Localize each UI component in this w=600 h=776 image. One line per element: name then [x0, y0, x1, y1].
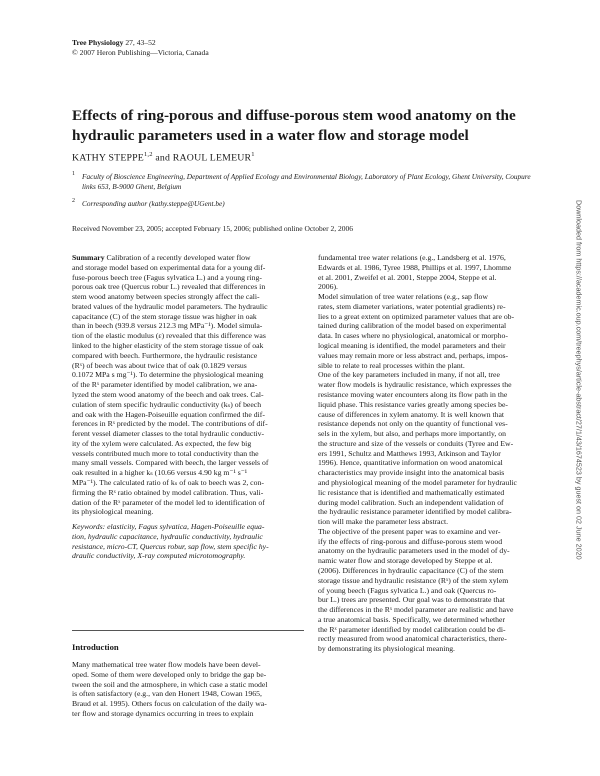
summary-line: ferent vessel diameter classes to the total hydraulic conductiv- [72, 429, 265, 439]
body-line: data. In cases where no physiological, anatomical or morpho- [318, 331, 508, 341]
author-1: KATHY STEPPE [72, 152, 144, 164]
body-line: lies to a great extent on optimized parameter values that are ob- [318, 311, 515, 321]
introduction-line: tween the soil and the atmosphere, in which case a static model [72, 679, 268, 689]
body-line: rectly measured from wood anatomical characteristics, there- [318, 634, 507, 644]
introduction-line: ter flow and storage dynamics occurring in trees to explain [72, 708, 254, 718]
summary-line: lyzed the stem wood anatomy of the beech and oak trees. Cal- [72, 389, 264, 399]
summary-label: Summary [72, 253, 105, 262]
body-line: water flow models is hydraulic resistance, which expresses the [318, 380, 512, 390]
received-dates: Received November 23, 2005; accepted February 15, 2006; published online October 2, 2006 [72, 224, 353, 233]
summary-line: 0.1072 MPa s mg⁻¹). To determine the physiological meaning [72, 370, 264, 380]
journal-header [72, 38, 209, 58]
body-line: (2006). Differences in hydraulic capacitance (C) of the stem [318, 566, 504, 575]
body-line: the hydraulic resistance parameter identified by model calibra- [318, 507, 512, 517]
summary-line: dation of the Rˣ parameter of the model led to identification of [72, 497, 265, 507]
body-line: One of the key parameters included in many, if not all, tree [318, 370, 500, 380]
body-line: a true anatomical basis. Specifically, we determined whether [318, 614, 506, 624]
author-1-affil: 1,2 [143, 151, 153, 158]
summary-line: many small vessels. Compared with beech, the larger vessels of [72, 458, 269, 468]
body-line: fundamental tree water relations (e.g., Landsberg et al. 1976, [318, 253, 506, 262]
affiliation-1 [72, 172, 542, 191]
body-line: sible to relate to real processes within the plant. [318, 360, 465, 370]
summary-line: oak resulted in a higher kₛ (10.66 versus 4.90 kg m⁻¹ s⁻¹ [72, 468, 248, 478]
body-line: ify the effects of ring-porous and diffuse-porous stem wood [318, 536, 503, 546]
summary-line: its physiological meaning. [72, 507, 154, 517]
keywords-line: draulic conductivity, X-ray computed microtomography. [72, 551, 246, 561]
body-line: rates, stem diameter variations, water potential gradients) re- [318, 301, 506, 311]
body-line: lic resistance that is identified and mathematically estimated [318, 487, 505, 497]
body-line: 2006). [318, 282, 338, 292]
summary-line: of the Rˣ parameter identified by model calibration, we ana- [72, 380, 258, 390]
body-line: 1996). Hence, quantitative information on wood anatomical [318, 458, 503, 468]
body-line: bur L.) trees are presented. Our goal was to demonstrate that [318, 595, 505, 605]
summary-line: ity of the xylem were calculated. As expected, the few big [72, 438, 252, 448]
journal-name: Tree Physiology [72, 38, 124, 47]
body-line: Edwards et al. 1986, Tyree 1988, Phillips et al. 1997, Lhomme [318, 262, 512, 272]
body-line: the Rˣ parameter identified by model calibration could be di- [318, 624, 506, 634]
body-line: values may remain more or less abstract and, perhaps, impos- [318, 350, 509, 360]
body-line: ers 1991, Schultz and Matthews 1993, Atkinson and Taylor [318, 448, 501, 458]
download-watermark [572, 200, 586, 720]
body-line: and physiological meaning of the model parameter for hydraulic [318, 477, 517, 487]
summary-line: ferences in Rˣ predicted by the model. The contributions of dif- [72, 419, 268, 429]
body-line: anatomy on the hydraulic parameters used in the model of dy- [318, 546, 510, 556]
author-line [72, 151, 255, 163]
keywords-line: resistance, micro-CT, Quercus robur, sap flow, stem specific hy- [72, 541, 269, 551]
summary-line: compared with beech. Furthermore, the hydraulic resistance [72, 350, 258, 360]
summary-line: vessels contributed much more to total conductivity than the [72, 448, 259, 458]
affiliation-text: Faculty of Bioscience Engineering, Department of Applied Ecology and Environmental Biology, Laboratory of Plant Ecology, Ghent University, Coupure links 653, B-9000 Ghent, Belgium [82, 172, 531, 191]
summary-line [72, 253, 304, 263]
body-line: resistance moving water encounters along its flow path in the [318, 389, 508, 399]
corresponding-author: Corresponding author (kathy.steppe@UGent.be) [82, 199, 225, 208]
summary-line: brated values of the hydraulic model parameters. The hydraulic [72, 301, 268, 311]
affiliation-number: 1 [72, 171, 75, 177]
body-line: tion will make the parameter less abstract. [318, 517, 449, 527]
summary-line: culation of stem specific hydraulic conductivity (kₛ) of beech [72, 399, 262, 409]
body-line: tained during calibration of the model based on experimental [318, 321, 507, 331]
citation: 27, 43–52 [125, 38, 156, 47]
body-line: by demonstrating its physiological meaning. [318, 644, 455, 654]
body-line: characteristics may provide insight into the anatomical basis [318, 468, 505, 478]
introduction-text [72, 660, 304, 719]
body-line: during model calibration. Such an independent validation of [318, 497, 504, 507]
introduction-line: is often satisfactory (e.g., van den Honert 1948, Cowan 1965, [72, 689, 262, 699]
body-line: sels in the xylem, but also, and perhaps more importantly, on [318, 429, 506, 439]
summary-line: (Rˣ) of beech was about twice that of oak (0.1829 versus [72, 360, 247, 370]
affiliation-2 [72, 199, 542, 209]
body-line: logical meaning is identified, the model parameters and their [318, 341, 506, 351]
keywords-line: tion, hydraulic capacitance, hydraulic conductivity, hydraulic [72, 531, 263, 541]
author-and: and [155, 152, 171, 164]
right-column [318, 253, 550, 654]
author-2-affil: 1 [251, 151, 255, 158]
body-line: Model simulation of tree water relations (e.g., sap flow [318, 292, 488, 302]
introduction-line: oped. Some of them were developed only to bridge the gap be- [72, 669, 267, 679]
summary-line: and storage model based on experimental data for a young dif- [72, 262, 266, 272]
summary-line-text: Calibration of a recently developed water flow [104, 253, 251, 262]
keywords-line: Keywords: elasticity, Fagus sylvatica, Hagen-Poiseuille equa- [72, 522, 265, 532]
body-line: storage tissue and hydraulic resistance (Rˣ) of the stem xylem [318, 575, 509, 585]
keywords [72, 522, 304, 561]
summary-line: and oak with the Hagen-Poiseuille equation confirmed the dif- [72, 409, 265, 419]
summary-line: MPa⁻¹). The calculated ratio of kₛ of oak to beech was 2, con- [72, 477, 264, 487]
introduction-line: Braud et al. 1995). Others focus on calculation of the daily wa- [72, 699, 267, 709]
body-line: namic water flow and storage developed by Steppe et al. [318, 556, 493, 566]
introduction-heading: Introduction [72, 642, 119, 652]
summary-column [72, 253, 304, 561]
article-title: Effects of ring-porous and diffuse-porous stem wood anatomy on the hydraulic parameters used in a water flow and storage model [72, 107, 516, 144]
summary-line: than in beech (939.8 versus 212.3 mg MPa⁻¹). Model simula- [72, 321, 263, 331]
body-line: et al. 2001, Zweifel et al. 2001, Steppe 2004, Steppe et al. [318, 272, 497, 282]
copyright: © 2007 Heron Publishing—Victoria, Canada [72, 48, 209, 57]
author-2: RAOUL LEMEUR [172, 152, 252, 164]
body-line: of young beech (Fagus sylvatica L.) and oak (Quercus ro- [318, 585, 497, 595]
body-line: the structure and size of the vessels or conduits (Tyree and Ew- [318, 438, 514, 448]
summary-line: porous oak tree (Quercus robur L.) revealed that differences in [72, 282, 266, 292]
summary-line: linked to the higher elasticity of the stem storage tissue of oak [72, 341, 264, 351]
summary-line: firming the Rˣ ratio obtained by model calibration. Thus, vali- [72, 487, 264, 497]
body-line: resistance depends not only on the quantity of functional ves- [318, 419, 508, 429]
summary-line: stem wood anatomy between species strongly affect the cali- [72, 292, 260, 302]
body-line: the differences in the Rˣ model parameter are realistic and have [318, 605, 514, 615]
introduction-line: Many mathematical tree water flow models have been devel- [72, 660, 261, 669]
affiliation-number: 2 [72, 198, 75, 204]
summary-line: tion of the elastic modulus (ε) revealed that this difference was [72, 331, 266, 341]
body-line: cause of differences in xylem anatomy. It is well known that [318, 409, 505, 419]
body-line: liquid phase. This resistance varies greatly among species be- [318, 399, 508, 409]
download-notice: Downloaded from https://academic.oup.com/treephys/article-abstract/27/1/43/1674523 by guest on 02 June 2020 [574, 200, 584, 560]
section-divider [72, 630, 304, 631]
summary-line: fuse-porous beech tree (Fagus sylvatica L.) and a young ring- [72, 272, 262, 282]
summary-line: capacitance (C) of the stem storage tissue was higher in oak [72, 311, 257, 321]
body-line: The objective of the present paper was to examine and ver- [318, 526, 501, 536]
